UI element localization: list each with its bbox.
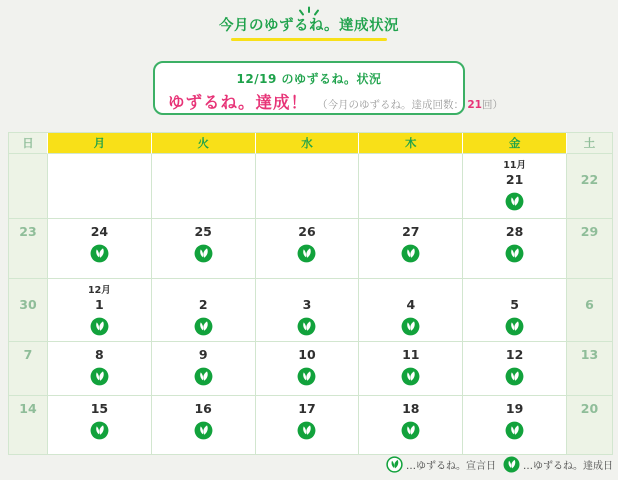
day-cell-27 [359, 219, 463, 279]
weekday-header: 土 [567, 133, 612, 154]
day-cell-16 [152, 396, 256, 454]
day-cell-19 [463, 396, 567, 454]
day-cell-28 [463, 219, 567, 279]
achieved-leaf-icon [90, 367, 109, 386]
calendar [8, 132, 613, 455]
day-number: 22 [580, 172, 599, 187]
achievement-count: （今月のゆずるね。達成回数： 21回） [317, 99, 503, 111]
day-number: 30 [19, 297, 37, 312]
day-number: 3 [302, 297, 312, 312]
weekday-header: 水 [256, 133, 360, 154]
weekday-header: 木 [359, 133, 463, 154]
day-number: 26 [298, 224, 316, 239]
day-cell-21 [463, 154, 567, 219]
weekend-cell-22 [567, 154, 612, 219]
day-number: 13 [580, 347, 599, 362]
legend-item [503, 456, 613, 473]
day-number: 12 [505, 347, 524, 362]
legend-label: …ゆずるね。達成日 [523, 461, 613, 472]
weekend-cell-6 [567, 279, 612, 342]
day-cell-3 [256, 279, 360, 342]
achieved-leaf-icon [297, 244, 316, 263]
day-cell-12 [463, 342, 567, 396]
empty-day-cell [359, 154, 463, 219]
day-cell-15 [48, 396, 152, 454]
weekend-cell-14 [9, 396, 48, 454]
achieved-leaf-icon [90, 244, 109, 263]
title-underline [231, 38, 387, 41]
page-title: 今月のゆずるね。達成状況 [219, 18, 399, 34]
day-cell-24 [48, 219, 152, 279]
achieved-leaf-icon [505, 192, 524, 211]
day-number: 8 [95, 347, 104, 362]
weekday-header: 月 [48, 133, 152, 154]
day-cell-9 [152, 342, 256, 396]
legend [386, 456, 613, 473]
day-number: 2 [198, 297, 208, 312]
day-number: 4 [406, 297, 416, 312]
day-number: 25 [194, 224, 212, 239]
day-number: 15 [90, 401, 109, 416]
day-number: 7 [23, 347, 33, 362]
achieved-leaf-icon [401, 244, 420, 263]
achieved-leaf-icon [194, 244, 213, 263]
status-box [153, 61, 503, 115]
month-label: 12月 [88, 285, 111, 296]
day-cell-18 [359, 396, 463, 454]
day-number: 28 [505, 224, 524, 239]
achieved-leaf-icon [297, 367, 316, 386]
declared-leaf-icon [386, 456, 403, 473]
day-cell-11 [359, 342, 463, 396]
achieved-leaf-icon [505, 367, 524, 386]
weekend-cell-13 [567, 342, 612, 396]
day-cell-8 [48, 342, 152, 396]
weekend-cell-23 [9, 219, 48, 279]
day-number: 21 [505, 172, 524, 187]
legend-item [386, 456, 496, 473]
weekday-header: 日 [9, 133, 48, 154]
weekday-header: 金 [463, 133, 567, 154]
day-number: 17 [298, 401, 316, 416]
achieved-leaf-icon [297, 421, 316, 440]
achieved-leaf-icon [503, 456, 520, 473]
achieved-leaf-icon [505, 244, 524, 263]
achieved-leaf-icon [90, 421, 109, 440]
day-cell-2 [152, 279, 256, 342]
day-cell-5 [463, 279, 567, 342]
achieved-leaf-icon [505, 421, 524, 440]
empty-day-cell [152, 154, 256, 219]
day-number: 5 [510, 297, 519, 312]
weekend-cell-29 [567, 219, 612, 279]
achieved-leaf-icon [401, 367, 420, 386]
achieved-leaf-icon [194, 317, 213, 336]
achieved-leaf-icon [194, 421, 213, 440]
day-number: 11 [402, 347, 420, 362]
day-cell-17 [256, 396, 360, 454]
day-number: 23 [19, 224, 37, 239]
day-number: 29 [580, 224, 599, 239]
day-number: 19 [505, 401, 524, 416]
status-result: ゆずるね。達成！ [168, 93, 308, 112]
achieved-leaf-icon [401, 421, 420, 440]
day-cell-10 [256, 342, 360, 396]
empty-weekend-cell [9, 154, 48, 219]
empty-day-cell [256, 154, 360, 219]
day-number: 6 [585, 297, 594, 312]
achievement-count-value: 21 [467, 99, 482, 111]
weekend-cell-30 [9, 279, 48, 342]
achieved-leaf-icon [194, 367, 213, 386]
achieved-leaf-icon [297, 317, 316, 336]
empty-day-cell [48, 154, 152, 219]
achieved-leaf-icon [401, 317, 420, 336]
day-cell-25 [152, 219, 256, 279]
day-number: 20 [580, 401, 599, 416]
day-cell-26 [256, 219, 360, 279]
month-label: 11月 [503, 160, 526, 171]
day-number: 27 [402, 224, 420, 239]
weekday-header: 火 [152, 133, 256, 154]
weekend-cell-20 [567, 396, 612, 454]
weekend-cell-7 [9, 342, 48, 396]
day-cell-4 [359, 279, 463, 342]
day-number: 10 [298, 347, 316, 362]
day-cell-1 [48, 279, 152, 342]
day-number: 1 [95, 297, 104, 312]
day-number: 24 [90, 224, 109, 239]
day-number: 16 [194, 401, 212, 416]
legend-label: …ゆずるね。宣言日 [406, 461, 496, 472]
day-number: 9 [198, 347, 208, 362]
status-date: 12/19 のゆずるね。状況 [236, 72, 382, 86]
achieved-leaf-icon [505, 317, 524, 336]
day-number: 14 [19, 401, 37, 416]
achieved-leaf-icon [90, 317, 109, 336]
day-number: 18 [402, 401, 420, 416]
